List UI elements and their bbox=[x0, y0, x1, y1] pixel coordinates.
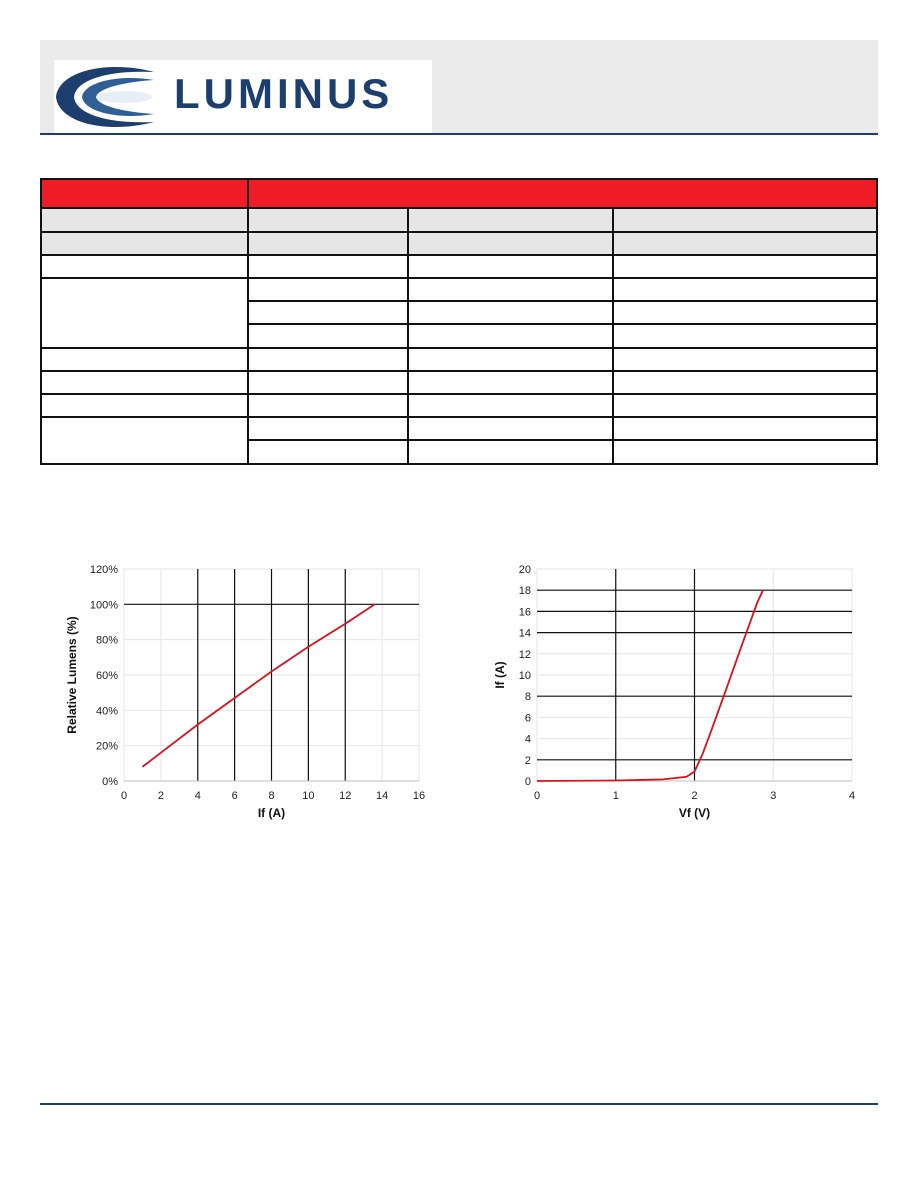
spec-table bbox=[40, 178, 878, 465]
y-tick-label: 0 bbox=[524, 776, 531, 788]
y-tick-label: 2 bbox=[524, 754, 531, 767]
series-line bbox=[142, 604, 374, 767]
y-tick-label: 20% bbox=[95, 740, 118, 753]
y-tick-label: 60% bbox=[95, 670, 118, 682]
y-tick-label: 100% bbox=[89, 599, 118, 612]
x-tick-label: 4 bbox=[194, 790, 201, 802]
table-rule bbox=[42, 347, 876, 349]
x-tick-label: 4 bbox=[848, 790, 856, 802]
series-line bbox=[537, 590, 763, 781]
table-rule bbox=[247, 300, 876, 302]
footer-rule bbox=[40, 1103, 878, 1105]
x-tick-label: 0 bbox=[120, 790, 128, 802]
table-title-row bbox=[42, 180, 876, 207]
table-rule bbox=[42, 370, 876, 372]
y-tick-label: 80% bbox=[95, 634, 118, 647]
table-header-row bbox=[42, 209, 876, 231]
table-rule bbox=[42, 277, 876, 279]
x-tick-label: 6 bbox=[231, 790, 238, 802]
table-col-rule bbox=[407, 209, 409, 463]
y-tick-label: 20 bbox=[518, 564, 531, 576]
iv-curve-chart bbox=[470, 556, 870, 836]
x-tick-label: 2 bbox=[691, 790, 698, 802]
table-rule bbox=[42, 231, 876, 233]
x-tick-label: 1 bbox=[612, 790, 619, 802]
y-tick-label: 10 bbox=[518, 670, 531, 682]
y-tick-label: 12 bbox=[518, 648, 531, 661]
table-col-rule bbox=[612, 209, 614, 463]
table-subheader-row bbox=[42, 233, 876, 255]
x-tick-label: 0 bbox=[533, 790, 541, 802]
x-tick-label: 3 bbox=[770, 790, 777, 802]
y-axis-label: Relative Lumens (%) bbox=[65, 616, 79, 734]
x-axis-label: Vf (V) bbox=[678, 806, 711, 820]
logo-swoosh-icon bbox=[54, 60, 164, 134]
y-tick-label: 0% bbox=[102, 776, 118, 788]
table-rule bbox=[42, 254, 876, 256]
y-tick-label: 14 bbox=[518, 627, 531, 640]
table-rule bbox=[247, 323, 876, 325]
x-axis-label: If (A) bbox=[257, 806, 286, 820]
table-col-rule bbox=[247, 180, 249, 463]
y-tick-label: 18 bbox=[518, 585, 531, 598]
x-tick-label: 8 bbox=[268, 790, 275, 802]
table-rule bbox=[42, 207, 876, 209]
x-tick-label: 14 bbox=[376, 790, 389, 802]
y-tick-label: 16 bbox=[518, 606, 531, 619]
table-rule bbox=[42, 393, 876, 395]
x-tick-label: 12 bbox=[339, 790, 352, 802]
header-rule bbox=[40, 133, 878, 135]
x-tick-label: 16 bbox=[412, 790, 426, 802]
table-rule bbox=[247, 439, 876, 441]
y-tick-label: 4 bbox=[524, 733, 531, 746]
x-tick-label: 10 bbox=[302, 790, 315, 802]
table-rule bbox=[42, 416, 876, 418]
y-axis-label: If (A) bbox=[493, 661, 507, 689]
brand-logo bbox=[54, 60, 432, 134]
y-tick-label: 6 bbox=[524, 712, 531, 725]
relative-lumens-chart bbox=[40, 556, 440, 836]
y-tick-label: 8 bbox=[524, 691, 531, 704]
x-tick-label: 2 bbox=[157, 790, 164, 802]
y-tick-label: 40% bbox=[95, 705, 118, 718]
y-tick-label: 120% bbox=[89, 564, 118, 576]
logo-wordmark: LUMINUS bbox=[174, 70, 394, 117]
